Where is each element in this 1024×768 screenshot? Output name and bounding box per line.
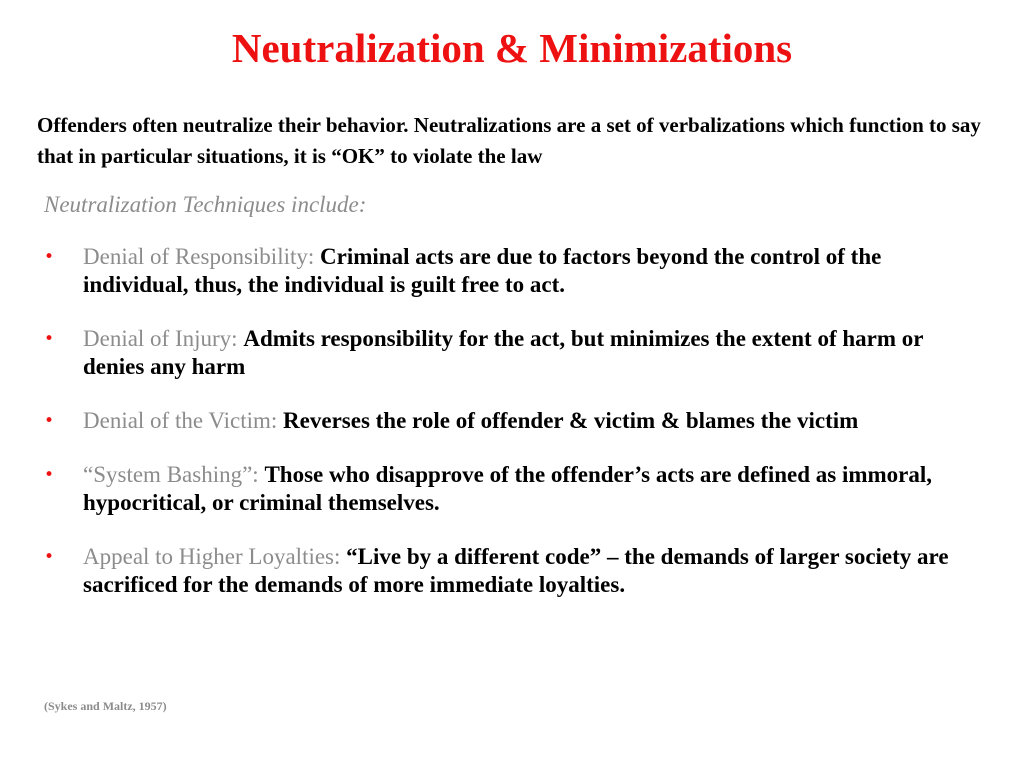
technique-description: Those who disapprove of the offender’s acts are defined as immoral, hypocritical, or criminal themselves. [83, 462, 933, 515]
technique-term: “System Bashing”: [83, 462, 265, 487]
citation: (Sykes and Maltz, 1957) [44, 699, 167, 713]
bullet-icon: • [44, 329, 55, 349]
bullet-icon: • [44, 247, 55, 267]
techniques-subheading: Neutralization Techniques include: [44, 192, 367, 217]
technique-description: Admits responsibility for the act, but minimizes the extent of harm or denies any harm [83, 326, 924, 379]
bullet-icon: • [44, 411, 55, 431]
technique-term: Denial of the Victim: [83, 408, 284, 433]
bullet-icon: • [44, 547, 55, 567]
techniques-list [44, 243, 984, 625]
list-item [44, 325, 984, 381]
list-item [44, 543, 984, 599]
intro-paragraph: Offenders often neutralize their behavior. Neutralizations are a set of verbalizations which function to say that in particular situations, it is “OK” to violate the law [37, 113, 981, 168]
technique-term: Appeal to Higher Loyalties: [83, 544, 347, 569]
list-item [44, 461, 984, 517]
technique-description: “Live by a different code” – the demands of larger society are sacrificed for the demands of more immediate loyalties. [83, 544, 949, 597]
technique-term: Denial of Injury: [83, 326, 244, 351]
list-item [44, 243, 984, 299]
technique-description: Reverses the role of offender & victim & blames the victim [283, 408, 859, 433]
slide-title: Neutralization & Minimizations [231, 25, 793, 71]
technique-term: Denial of Responsibility: [83, 244, 321, 269]
list-item [44, 407, 984, 435]
technique-description: Criminal acts are due to factors beyond the control of the individual, thus, the individual is guilt free to act. [83, 244, 882, 297]
bullet-icon: • [44, 465, 55, 485]
